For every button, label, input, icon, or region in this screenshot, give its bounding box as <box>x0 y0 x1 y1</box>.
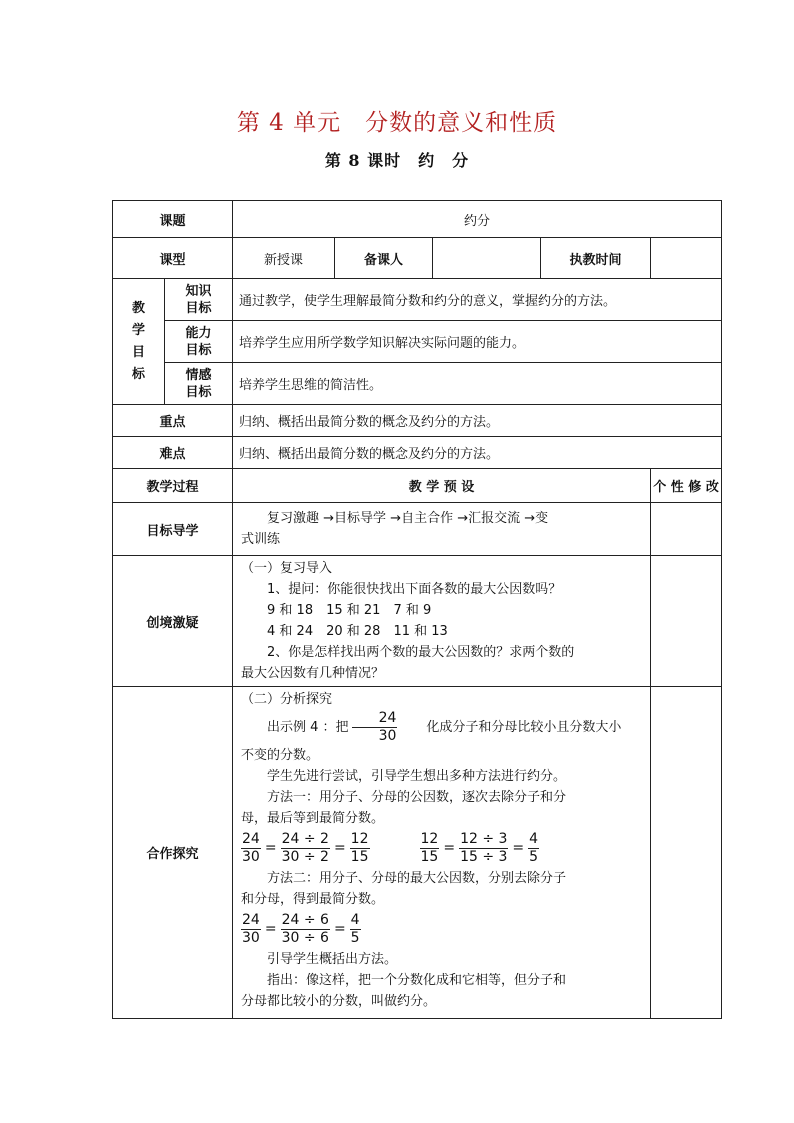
coop-line-12: 指出：像这样，把一个分数化成和它相等，但分子和 <box>267 973 567 988</box>
type-label: 课型 <box>113 238 233 279</box>
process-label: 教学过程 <box>113 469 233 503</box>
fraction-numerator: 12 <box>420 831 439 847</box>
goals-label <box>113 279 165 405</box>
situation-line-5: 2、你是怎样找出两个数的最大公因数的？求两个数的 <box>267 645 575 660</box>
equals-sign: = <box>443 840 456 856</box>
emotion-value: 培养学生思维的简洁性。 <box>233 363 722 405</box>
situation-line-6: 最大公因数有几种情况？ <box>241 666 385 681</box>
equation-row-1 <box>241 831 642 866</box>
example-suffix: 化成分子和分母比较小且分数大小 <box>426 720 622 735</box>
example-line <box>241 710 642 745</box>
coop-line-6: 母，最后等到最简分数。 <box>241 811 385 826</box>
coop-line-8: 方法二：用分子、分母的最大公因数，分别去除分子 <box>267 871 567 886</box>
coop-line-5: 方法一：用分子、分母的公因数，逐次去除分子和分 <box>267 790 567 805</box>
example-prefix: 出示例 4 ：把 <box>267 720 349 735</box>
fraction-denominator: 15 <box>420 849 439 865</box>
ability-label: 能力目标 <box>165 321 233 363</box>
situation-line-3: 9 和 18 15 和 21 7 和 9 <box>267 603 432 618</box>
goals-char-2: 学 <box>131 322 145 338</box>
situation-row <box>113 556 722 687</box>
fraction-numerator: 4 <box>350 912 360 928</box>
coop-line-3: 不变的分数。 <box>241 748 320 763</box>
fraction <box>281 912 330 947</box>
coop-line-9: 和分母，得到最简分数。 <box>241 892 385 907</box>
difficulty-label: 难点 <box>113 437 233 469</box>
fraction-denominator: 30 <box>242 930 260 946</box>
situation-line-1: （一）复习导入 <box>241 561 333 576</box>
goals-char-3: 目 <box>131 344 145 360</box>
fraction-numerator: 12 ÷ 3 <box>460 831 508 847</box>
fraction-denominator: 30 <box>242 849 260 865</box>
preparer-label: 备课人 <box>335 238 433 279</box>
coop-line-1: （二）分析探究 <box>241 692 333 707</box>
fraction-numerator: 24 <box>352 710 398 728</box>
coop-label: 合作探究 <box>113 687 233 1019</box>
fraction-numerator: 4 <box>529 831 539 847</box>
topic-row <box>113 201 722 238</box>
equals-sign: = <box>264 921 277 937</box>
topic-label: 课题 <box>113 201 233 238</box>
fraction-denominator: 30 ÷ 6 <box>281 930 329 946</box>
fraction-numerator: 24 <box>242 831 260 847</box>
lesson-plan-table <box>112 200 722 1019</box>
equals-sign: = <box>333 921 346 937</box>
emotion-label: 情感目标 <box>165 363 233 405</box>
guide-row <box>113 503 722 556</box>
key-row <box>113 405 722 437</box>
fraction <box>281 831 330 866</box>
emotion-row <box>113 363 722 405</box>
guide-line-2: 式训练 <box>241 532 281 547</box>
time-value <box>651 238 722 279</box>
coop-modify <box>651 687 722 1019</box>
modify-label: 个 性 修 改 <box>651 469 722 503</box>
guide-line-1: 复习激趣 →目标导学 →自主合作 →汇报交流 →变 <box>267 511 549 526</box>
coop-line-4: 学生先进行尝试，引导学生想出多种方法进行约分。 <box>267 769 567 784</box>
equals-sign: = <box>512 840 525 856</box>
fraction <box>241 831 261 866</box>
fraction <box>241 912 261 947</box>
fraction <box>420 831 440 866</box>
fraction-denominator: 30 ÷ 2 <box>281 849 329 865</box>
fraction <box>528 831 539 866</box>
guide-modify <box>651 503 722 556</box>
goals-char-4: 标 <box>131 366 145 382</box>
goals-char-1: 教 <box>131 300 145 316</box>
guide-content <box>233 503 651 556</box>
fraction-numerator: 24 ÷ 2 <box>281 831 329 847</box>
lesson-subtitle: 第 8 课时 约 分 <box>324 151 470 170</box>
process-header-row <box>113 469 722 503</box>
time-label: 执教时间 <box>541 238 651 279</box>
coop-content <box>233 687 651 1019</box>
coop-line-13: 分母都比较小的分数，叫做约分。 <box>241 994 437 1009</box>
fraction-denominator: 5 <box>529 849 539 865</box>
guide-label: 目标导学 <box>113 503 233 556</box>
fraction-numerator: 24 ÷ 6 <box>281 912 329 928</box>
situation-content <box>233 556 651 687</box>
equation-row-2 <box>241 912 642 947</box>
fraction <box>350 831 370 866</box>
coop-line-11: 引导学生概括出方法。 <box>267 952 398 967</box>
type-row <box>113 238 722 279</box>
fraction <box>459 831 508 866</box>
difficulty-row <box>113 437 722 469</box>
fraction <box>350 912 361 947</box>
ability-value: 培养学生应用所学数学知识解决实际问题的能力。 <box>233 321 722 363</box>
difficulty-value: 归纳、概括出最简分数的概念及约分的方法。 <box>233 437 722 469</box>
unit-title: 第 4 单元 分数的意义和性质 <box>236 110 558 136</box>
situation-label: 创境激疑 <box>113 556 233 687</box>
fraction-denominator: 15 ÷ 3 <box>460 849 508 865</box>
equals-sign: = <box>333 840 346 856</box>
topic-value: 约分 <box>233 201 722 238</box>
knowledge-value: 通过教学，使学生理解最简分数和约分的意义，掌握约分的方法。 <box>233 279 722 321</box>
ability-row <box>113 321 722 363</box>
fraction-denominator: 15 <box>350 849 369 865</box>
knowledge-label: 知识目标 <box>165 279 233 321</box>
coop-row <box>113 687 722 1019</box>
preparer-value <box>433 238 541 279</box>
key-label: 重点 <box>113 405 233 437</box>
key-value: 归纳、概括出最简分数的概念及约分的方法。 <box>233 405 722 437</box>
fraction-numerator: 12 <box>350 831 369 847</box>
equals-sign: = <box>264 840 277 856</box>
example-fraction <box>352 710 398 745</box>
fraction-numerator: 24 <box>242 912 260 928</box>
situation-line-2: 1、提问：你能很快找出下面各数的最大公因数吗？ <box>267 582 562 597</box>
situation-modify <box>651 556 722 687</box>
type-value: 新授课 <box>233 238 335 279</box>
situation-line-4: 4 和 24 20 和 28 11 和 13 <box>267 624 448 639</box>
design-label: 教 学 预 设 <box>233 469 651 503</box>
knowledge-row <box>113 279 722 321</box>
fraction-denominator: 5 <box>350 930 360 946</box>
fraction-denominator: 30 <box>378 728 397 744</box>
